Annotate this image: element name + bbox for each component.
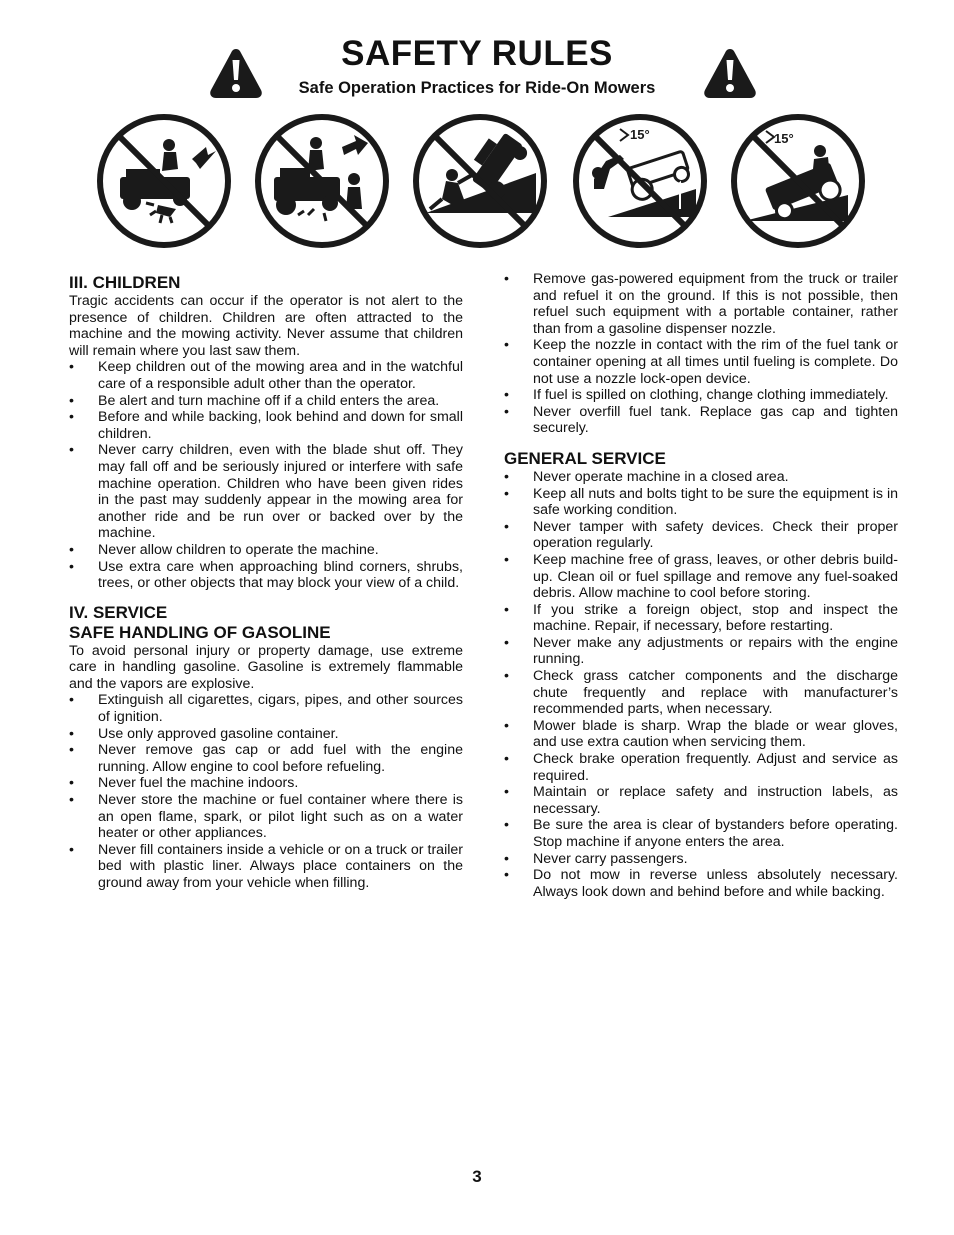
children-list bbox=[69, 359, 463, 591]
list-item: • Never make any adjustments or repairs with the engine running. bbox=[504, 635, 898, 668]
list-item: • Never tamper with safety devices. Check their proper operation regularly. bbox=[504, 519, 898, 552]
list-item: • Never fuel the machine indoors. bbox=[69, 775, 463, 792]
no-backing-over-child-icon bbox=[254, 113, 390, 249]
service-heading: IV. SERVICE bbox=[69, 602, 168, 622]
list-item: • Be sure the area is clear of bystanders before operating. Stop machine if anyone enters the area. bbox=[504, 817, 898, 850]
general-service-list bbox=[504, 469, 898, 900]
list-item: • If you strike a foreign object, stop and inspect the machine. Repair, if necessary, before restarting. bbox=[504, 602, 898, 635]
no-children-near-mower-icon bbox=[96, 113, 232, 249]
list-item: • Never remove gas cap or add fuel with the engine running. Allow engine to cool before refueling. bbox=[69, 742, 463, 775]
page-subtitle: Safe Operation Practices for Ride-On Mowers bbox=[298, 79, 656, 97]
list-item: • Maintain or replace safety and instruction labels, as necessary. bbox=[504, 784, 898, 817]
list-item: • Never fill containers inside a vehicle or on a truck or trailer bed with plastic liner. Always place containers on the ground away from your vehicle when filling. bbox=[69, 842, 463, 892]
warning-triangle-icon bbox=[702, 46, 758, 100]
page-number: 3 bbox=[472, 1167, 482, 1186]
list-item: • Extinguish all cigarettes, cigars, pipes, and other sources of ignition. bbox=[69, 692, 463, 725]
no-tipping-on-slope-icon bbox=[412, 113, 548, 249]
no-driving-up-slope-over-15-degrees-icon bbox=[572, 113, 708, 249]
list-item: • Do not mow in reverse unless absolutely necessary. Always look down and behind before and while backing. bbox=[504, 867, 898, 900]
list-item: • Before and while backing, look behind and down for small children. bbox=[69, 409, 463, 442]
list-item: • Keep children out of the mowing area and in the watchful care of a responsible adult other than the operator. bbox=[69, 359, 463, 392]
safety-pictogram-row bbox=[96, 113, 866, 249]
gasoline-list-continued bbox=[504, 271, 898, 437]
children-heading: III. CHILDREN bbox=[69, 273, 181, 292]
list-item: • Keep machine free of grass, leaves, or other debris build-up. Clean oil or fuel spillage and remove any fuel-soaked debris. Allow machine to cool before storing. bbox=[504, 552, 898, 602]
slope-angle-label: 15° bbox=[774, 131, 794, 146]
list-item: • Check grass catcher components and the discharge chute frequently and replace with manufacturer’s recommended parts, when necessary. bbox=[504, 668, 898, 718]
list-item: • Be alert and turn machine off if a child enters the area. bbox=[69, 393, 463, 410]
left-column bbox=[69, 270, 463, 892]
right-column bbox=[504, 271, 898, 900]
list-item: • Never overfill fuel tank. Replace gas cap and tighten securely. bbox=[504, 404, 898, 437]
no-driving-down-slope-over-15-degrees-icon bbox=[730, 113, 866, 249]
general-service-heading: GENERAL SERVICE bbox=[504, 448, 666, 468]
list-item: • Keep all nuts and bolts tight to be sure the equipment is in safe working condition. bbox=[504, 486, 898, 519]
list-item: • Never carry passengers. bbox=[504, 851, 898, 868]
list-item: • Keep the nozzle in contact with the rim of the fuel tank or container opening at all times until fueling is complete. Do not use a nozzle lock-open device. bbox=[504, 337, 898, 387]
list-item: • Check brake operation frequently. Adjust and service as required. bbox=[504, 751, 898, 784]
gasoline-list bbox=[69, 692, 463, 891]
list-item: • Never allow children to operate the machine. bbox=[69, 542, 463, 559]
children-intro: Tragic accidents can occur if the operator is not alert to the presence of children. Children are often attracted to the machine and the mowing activity. Never assume that children will remain where you last saw them. bbox=[69, 293, 463, 359]
list-item: • Mower blade is sharp. Wrap the blade or wear gloves, and use extra caution when servicing them. bbox=[504, 718, 898, 751]
list-item: • Remove gas-powered equipment from the truck or trailer and refuel it on the ground. If this is not possible, then refuel such equipment with a portable container, rather than from a gasoline dispenser nozzle. bbox=[504, 271, 898, 337]
list-item: • Never operate machine in a closed area. bbox=[504, 469, 898, 486]
list-item: • Never carry children, even with the blade shut off. They may fall off and be seriously injured or interfere with safe machine operation. Children who have been given rides in the past may suddenly appear in the mowing area for another ride and be run over or backed over by the machine. bbox=[69, 442, 463, 542]
list-item: • Use extra care when approaching blind corners, shrubs, trees, or other objects that may block your view of a child. bbox=[69, 559, 463, 592]
gasoline-intro: To avoid personal injury or property damage, use extreme care in handling gasoline. Gasoline is extremely flammable and the vapors are explosive. bbox=[69, 642, 463, 692]
list-item: • If fuel is spilled on clothing, change clothing immediately. bbox=[504, 387, 898, 404]
list-item: • Never store the machine or fuel container where there is an open flame, spark, or pilot light such as on a water heater or other appliances. bbox=[69, 792, 463, 842]
list-item: • Use only approved gasoline container. bbox=[69, 726, 463, 743]
page-title: SAFETY RULES bbox=[341, 34, 613, 73]
warning-triangle-icon bbox=[208, 46, 264, 100]
slope-angle-label: 15° bbox=[630, 127, 650, 142]
gasoline-subheading: SAFE HANDLING OF GASOLINE bbox=[69, 622, 331, 642]
